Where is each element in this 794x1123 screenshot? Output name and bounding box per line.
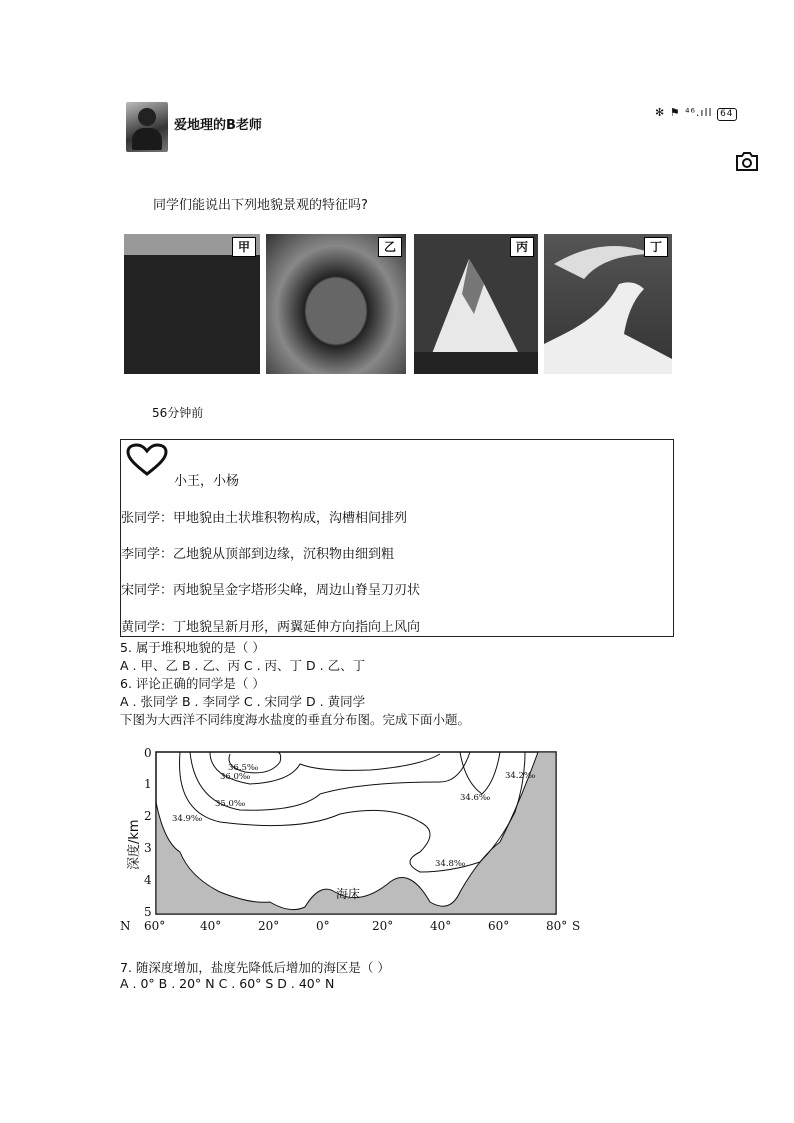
isoline-label: 34.9‰ <box>172 814 203 824</box>
camera-icon[interactable] <box>735 150 759 172</box>
photo-label: 乙 <box>378 237 402 257</box>
hemisphere-south: S <box>572 919 581 933</box>
x-tick: 40° <box>430 919 452 933</box>
photo-yi[interactable] <box>266 234 406 374</box>
isoline-label: 34.2‰ <box>505 771 536 781</box>
comment: 宋同学：丙地貌呈金字塔形尖峰，周边山脊呈刀刃状 <box>121 583 421 598</box>
heart-icon[interactable] <box>126 443 168 477</box>
signal-icons: ✻ ⚑ ⁴⁶.ıll <box>655 106 713 119</box>
x-tick: 80° <box>546 919 568 933</box>
isoline-label: 36.0‰ <box>220 772 251 782</box>
salinity-chart <box>120 742 590 942</box>
photo-label: 甲 <box>232 237 256 257</box>
photo-label: 丙 <box>510 237 534 257</box>
isoline-label: 35.0‰ <box>215 799 246 809</box>
question-7-options: A . 0° B . 20° N C . 60° S D . 40° N <box>120 976 335 991</box>
isoline-label: 36.5‰ <box>228 763 259 773</box>
avatar[interactable] <box>126 102 168 152</box>
comment: 李同学：乙地貌从顶部到边缘，沉积物由细到粗 <box>121 547 395 562</box>
battery-icon: 64 <box>717 108 736 121</box>
question-7: 7. 随深度增加，盐度先降低后增加的海区是（ ） <box>120 960 390 975</box>
photo-jia[interactable] <box>124 234 260 374</box>
x-tick: 20° <box>372 919 394 933</box>
question-5: 5. 属于堆积地貌的是（ ） <box>120 640 265 655</box>
y-tick: 1 <box>144 777 152 791</box>
photo-label: 丁 <box>644 237 668 257</box>
comment-box <box>120 439 674 637</box>
photo-bing[interactable] <box>414 234 538 374</box>
y-axis-label: 深度/km <box>127 819 142 870</box>
username[interactable]: 爱地理的B老师 <box>174 118 262 133</box>
seabed-label: 海床 <box>336 887 361 901</box>
x-tick: 60° <box>488 919 510 933</box>
isoline-label: 34.6‰ <box>460 793 491 803</box>
comment: 张同学：甲地貌由土状堆积物构成，沟槽相间排列 <box>121 511 408 526</box>
y-tick: 2 <box>144 809 152 823</box>
photo-ding[interactable] <box>544 234 672 374</box>
status-bar <box>655 106 737 121</box>
post-text: 同学们能说出下列地貌景观的特征吗? <box>153 198 368 213</box>
post-timestamp: 56分钟前 <box>152 406 204 420</box>
y-tick: 4 <box>144 873 152 887</box>
comment: 黄同学：丁地貌呈新月形，两翼延伸方向指向上风向 <box>121 620 421 635</box>
question-6: 6. 评论正确的同学是（ ） <box>120 676 265 691</box>
isoline-label: 34.8‰ <box>435 859 466 869</box>
question-6-options: A . 张同学 B . 李同学 C . 宋同学 D . 黄同学 <box>120 694 366 709</box>
x-tick: 0° <box>316 919 330 933</box>
y-tick: 3 <box>144 841 152 855</box>
x-tick: 20° <box>258 919 280 933</box>
x-tick: 40° <box>200 919 222 933</box>
like-names[interactable]: 小王，小杨 <box>174 474 240 489</box>
hemisphere-north: N <box>120 919 131 933</box>
y-tick: 0 <box>144 746 152 760</box>
y-tick: 5 <box>144 905 152 919</box>
figure-intro: 下图为大西洋不同纬度海水盐度的垂直分布图。完成下面小题。 <box>120 712 471 727</box>
x-tick: 60° <box>144 919 166 933</box>
question-5-options: A . 甲、乙 B . 乙、丙 C . 丙、丁 D . 乙、丁 <box>120 658 366 673</box>
